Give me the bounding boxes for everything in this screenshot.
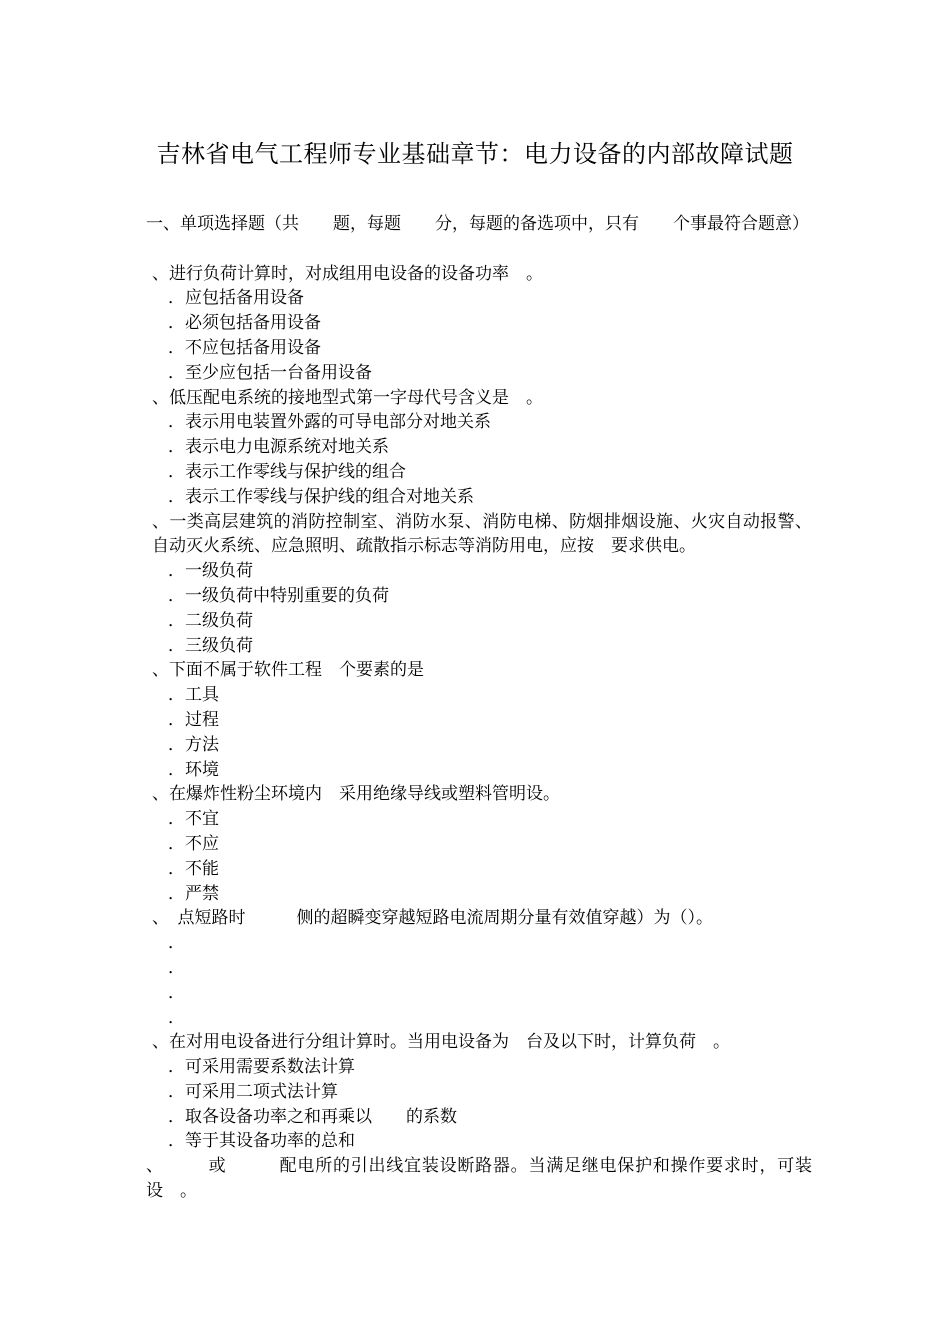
question-8-stem: 、 或 配电所的引出线宜装设断路器。当满足继电保护和操作要求时，可装设 。	[146, 1156, 812, 1202]
section-heading: 一、单项选择题（共 题，每题 分，每题的备选项中，只有 个事最符合题意）	[146, 214, 809, 234]
question-4-stem: 、下面不属于软件工程 个要素的是	[152, 660, 424, 681]
question-3-option-d: ．三级负荷	[168, 635, 253, 656]
question-6-option-b: ．	[168, 957, 185, 978]
question-3-option-a: ．一级负荷	[168, 561, 253, 582]
question-5-option-a: ．不宜	[168, 809, 219, 830]
question-2-stem: 、低压配电系统的接地型式第一字母代号含义是 。	[152, 387, 543, 408]
document-body	[146, 212, 812, 1204]
question-5-option-d: ．严禁	[168, 883, 219, 904]
question-7-option-a: ．可采用需要系数法计算	[168, 1057, 355, 1078]
question-6-stem: 、 点短路时 侧的超瞬变穿越短路电流周期分量有效值穿越）为（）。	[152, 908, 713, 929]
question-3-option-c: ．二级负荷	[168, 610, 253, 631]
question-5-option-c: ．不能	[168, 858, 219, 879]
question-1-option-c: ．不应包括备用设备	[168, 337, 321, 358]
question-5-option-b: ．不应	[168, 833, 219, 854]
question-4-option-b: ．过程	[168, 709, 219, 730]
question-2-option-c: ．表示工作零线与保护线的组合	[168, 461, 406, 482]
question-3-stem: 、一类高层建筑的消防控制室、消防水泵、消防电梯、防烟排烟设施、火灾自动报警、自动灭火系统、应急照明、疏散指示标志等消防用电，应按 要求供电。	[152, 511, 812, 557]
question-4-option-d: ．环境	[168, 759, 219, 780]
question-7-option-c: ．取各设备功率之和再乘以 的系数	[168, 1106, 457, 1127]
question-1-stem: 、进行负荷计算时，对成组用电设备的设备功率 。	[152, 263, 543, 284]
question-1-option-a: ．应包括备用设备	[168, 288, 304, 309]
question-2-option-b: ．表示电力电源系统对地关系	[168, 437, 389, 458]
question-7-option-d: ．等于其设备功率的总和	[168, 1131, 355, 1152]
question-2-option-a: ．表示用电装置外露的可导电部分对地关系	[168, 412, 491, 433]
question-2-option-d: ．表示工作零线与保护线的组合对地关系	[168, 486, 474, 507]
question-1-option-d: ．至少应包括一台备用设备	[168, 362, 372, 383]
question-5-stem: 、在爆炸性粉尘环境内 采用绝缘导线或塑料管明设。	[152, 784, 560, 805]
question-6-option-d: ．	[168, 1007, 185, 1028]
question-7-stem: 、在对用电设备进行分组计算时。当用电设备为 台及以下时，计算负荷 。	[152, 1032, 730, 1053]
document-title: 吉林省电气工程师专业基础章节：电力设备的内部故障试题	[156, 140, 794, 168]
question-7-option-b: ．可采用二项式法计算	[168, 1081, 338, 1102]
question-1-option-b: ．必须包括备用设备	[168, 313, 321, 334]
question-4-option-a: ．工具	[168, 685, 219, 706]
question-6-option-a: ．	[168, 933, 185, 954]
question-4-option-c: ．方法	[168, 734, 219, 755]
question-3-option-b: ．一级负荷中特别重要的负荷	[168, 585, 389, 606]
question-6-option-c: ．	[168, 982, 185, 1003]
